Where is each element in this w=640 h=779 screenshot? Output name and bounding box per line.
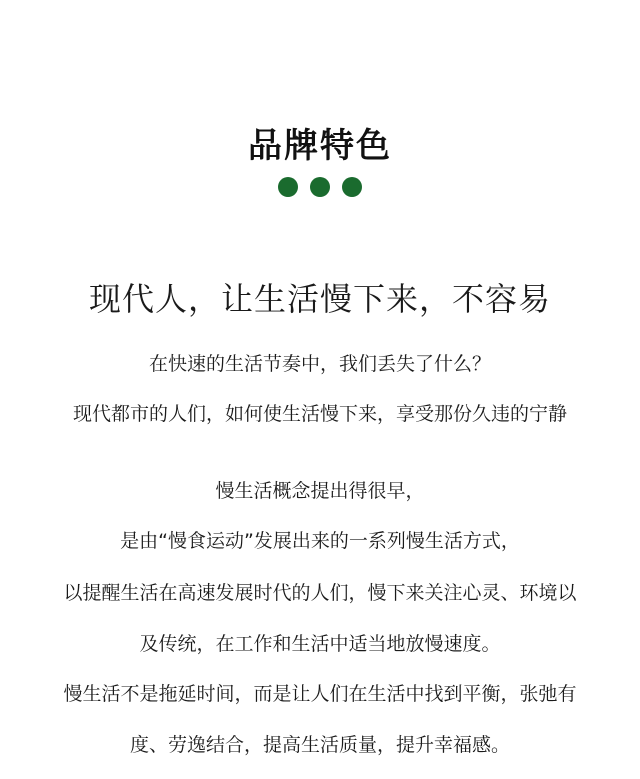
intro-line-1: 在快速的生活节奏中，我们丢失了什么？	[148, 353, 491, 375]
green-dot-2	[310, 177, 330, 197]
green-dot-3	[342, 177, 362, 197]
headline: 现代人，让生活慢下来，不容易	[88, 280, 551, 318]
body-line-4: 及传统，在工作和生活中适当地放慢速度。	[139, 633, 501, 655]
decorative-dots	[0, 177, 640, 197]
body-line-3: 以提醒生活在高速发展时代的人们，慢下来关注心灵、环境以	[63, 582, 577, 604]
green-dot-1	[278, 177, 298, 197]
body-line-1: 慢生活概念提出得很早，	[215, 480, 425, 502]
body-line-2: 是由“慢食运动”发展出来的一系列慢生活方式，	[120, 530, 520, 552]
body-line-5: 慢生活不是拖延时间，而是让人们在生活中找到平衡，张弛有	[63, 683, 577, 705]
intro-line-2: 现代都市的人们，如何使生活慢下来，享受那份久违的宁静	[72, 403, 567, 425]
section-title: 品牌特色	[248, 126, 392, 166]
body-line-6: 度、劳逸结合，提高生活质量，提升幸福感。	[129, 734, 510, 756]
